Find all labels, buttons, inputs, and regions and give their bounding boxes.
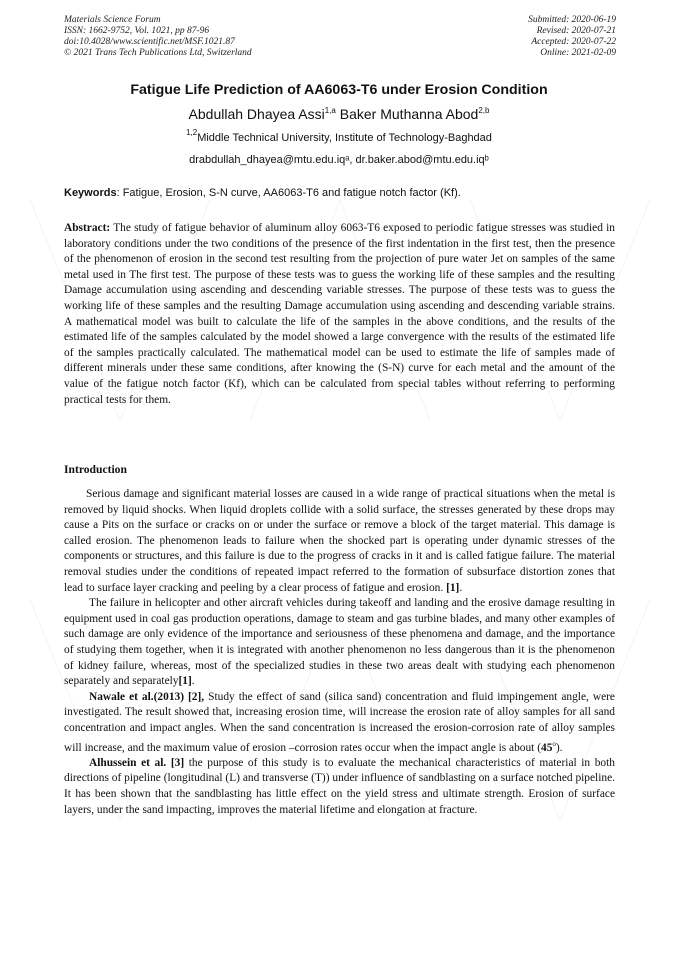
intro-paragraph-4 <box>64 756 615 818</box>
intro-paragraph-2 <box>64 596 615 690</box>
intro-p2-text: The failure in helicopter and other aircraft vehicles during takeoff and landing and the erosive damage resulting in equipment used in coal gas production operations, damage to steam and gas turbine blades, and many other examples of such damage are only evidence of the importance and seriousness of these phenomena and damage, and the importance of studying them together, when it is integrated with another phenomenon no less dangerous than it is the phenomenon of kidney failure, whereas, most of the specialized studies in these two areas dealt with studying each phenomenon separately and separately <box>64 597 615 688</box>
journal-doi[interactable]: doi:10.4028/www.scientific.net/MSF.1021.87 <box>64 37 235 47</box>
citation-alhussein[interactable]: Alhussein et al. [3] <box>89 756 185 769</box>
abstract-text: The study of fatigue behavior of aluminum alloy 6063-T6 exposed to periodic fatigue stresses was studied in laboratory conditions under the two conditions of the presence of the first indentation in the first test, then the presence of the phenomenon of erosion in the second test resulting from the projection of pure water Jet on samples of the same metal used in The first test. The purpose of these tests was to guess the working life of these samples and the resulting Damage accumulation using ascending and descending variable stresses. The purpose of these tests was to guess the working life of these samples and the resulting Damage accumulation using ascending and descending variable strains. A mathematical model was built to calculate the life of the samples in the above conditions, and the results of the estimated life of the samples calculated by the model showed a large convergence with the results of the estimated life of the samples practically calculated. The mathematical model can be used to estimate the life of samples made of different minerals under these same conditions, after knowing the (S-N) curve for each metal and the amount of the value of the fatigue notch factor (Kf), which can be calculated from special tables without referring to performing practical tests for them. <box>64 222 615 406</box>
abstract-label: Abstract: <box>64 222 111 234</box>
keywords-line <box>64 187 624 199</box>
intro-paragraph-1 <box>64 487 615 596</box>
intro-p4-text: the purpose of this study is to evaluate the mechanical characteristics of material in both directions of pipeline (longitudinal (L) and transverse (T)) under influence of sandblasting on a surface notched pipeline. It has been shown that the sandblasting has little effect on the yield stress and ultimate strength. Erosion of surface layers, under the sand impacting, improves the material lifetime and elongation at fracture. <box>64 756 615 816</box>
abstract-paragraph <box>64 221 615 408</box>
intro-p2-end: . <box>191 675 195 688</box>
date-online: Online: 2021-02-09 <box>540 48 616 58</box>
introduction-section <box>64 487 615 818</box>
keywords-text: : Fatigue, Erosion, S-N curve, AA6063-T6 and fatigue notch factor (Kf). <box>116 187 461 199</box>
affiliation <box>0 128 678 144</box>
intro-p3-end: ). <box>555 741 563 754</box>
author-list <box>0 106 678 122</box>
keywords-label: Keywords <box>64 187 117 199</box>
affiliation-text: Middle Technical University, Institute of Technology-Baghdad <box>197 132 492 144</box>
author-emails[interactable]: drabdullah_dhayea@mtu.edu.iqᵃ, dr.baker.abod@mtu.edu.iqᵇ <box>189 154 489 166</box>
degree-mark: o <box>552 739 556 748</box>
paper-title: Fatigue Life Prediction of AA6063-T6 under Erosion Condition <box>130 82 548 98</box>
submission-dates <box>528 15 616 59</box>
journal-copyright: © 2021 Trans Tech Publications Ltd, Switzerland <box>64 48 252 58</box>
date-submitted: Submitted: 2020-06-19 <box>528 15 616 25</box>
abstract-section <box>64 221 615 408</box>
affiliation-mark: 1,2 <box>186 128 198 137</box>
author-2: Baker Muthanna Abod <box>335 106 479 122</box>
journal-name: Materials Science Forum <box>64 15 161 25</box>
author-1: Abdullah Dhayea Assi <box>188 106 325 122</box>
author-1-affil-mark: 1,a <box>324 106 336 115</box>
introduction-heading: Introduction <box>64 463 127 476</box>
date-revised: Revised: 2020-07-21 <box>536 26 616 36</box>
journal-info <box>64 15 252 59</box>
intro-p1-text: Serious damage and significant material losses are caused in a wide range of practical situations when the metal is removed by liquid shocks. When liquid droplets collide with a solid surface, the stresses generated by these drops may cause a Pits on the surface or cracks on or under the surface or remove a block of the target material. This damage is called erosion. The phenomenon leads to failure when the shocked part is operating under dynamic stresses of the components or structures, and this failure is due to the progress of cracks in it and is called fatigue failure. The material removal studies under the conditions of repeated impact referred to the formation of subsurface distortion zones that lead to surface layer cracking and peeling by a clear process of fatigue and erosion. <box>64 488 615 594</box>
intro-paragraph-3 <box>64 690 615 756</box>
citation-1b[interactable]: [1] <box>178 675 192 688</box>
impact-angle-value: 45 <box>541 741 553 754</box>
date-accepted: Accepted: 2020-07-22 <box>531 37 616 47</box>
citation-1[interactable]: [1] <box>446 581 460 594</box>
intro-p1-end: . <box>459 581 463 594</box>
journal-issn: ISSN: 1662-9752, Vol. 1021, pp 87-96 <box>64 26 210 36</box>
author-2-affil-mark: 2,b <box>478 106 490 115</box>
citation-nawale[interactable]: Nawale et al.(2013) [2], <box>89 690 205 703</box>
intro-p3-text: Study the effect of sand (silica sand) concentration and fluid impingement angle, were investigated. The result showed that, increasing erosion time, will increase the erosion rate of alloy samples for all sand concentration and impact angles. When the sand concentration is increased the erosion-corrosion rate of alloy samples will increase, and the maximum value of erosion –corrosion rates occur when the impact angle is about ( <box>64 690 615 754</box>
